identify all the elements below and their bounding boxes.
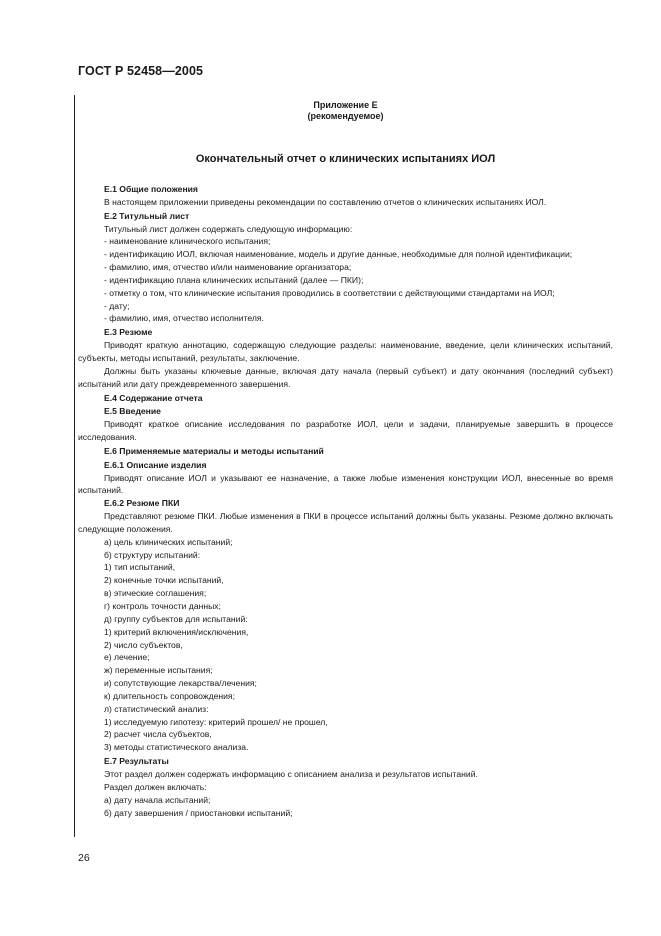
- paragraph: Этот раздел должен содержать информацию с описанием анализа и результатов испытаний.: [104, 768, 478, 779]
- list-item: - фамилию, имя, отчество и/или наименование организатора;: [104, 262, 352, 273]
- section-heading-e1: Е.1 Общие положения: [104, 184, 198, 194]
- paragraph: Титульный лист должен содержать следующую информацию:: [104, 223, 353, 234]
- list-item: 2) конечные точки испытаний,: [104, 575, 224, 586]
- list-item: - идентификацию ИОЛ, включая наименование, модель и другие данные, необходимые для полной идентификации;: [104, 249, 573, 260]
- appendix-label: Приложение Е: [313, 100, 378, 110]
- list-item: 3) методы статистического анализа.: [104, 742, 249, 753]
- page-title: Окончательный отчет о клинических испытаниях ИОЛ: [195, 153, 496, 165]
- list-item: б) структуру испытаний:: [104, 549, 201, 560]
- list-item: 2) число субъектов,: [104, 639, 183, 650]
- paragraph: Представляют резюме ПКИ. Любые изменения в ПКИ в процессе испытаний должны быть указаны. Резюме должно включать следующие положения.: [78, 511, 613, 534]
- section-heading-e6-1: Е.6.1 Описание изделия: [104, 459, 207, 470]
- page-number: 26: [78, 852, 90, 864]
- document-body: [78, 183, 613, 819]
- paragraph: Должны быть указаны ключевые данные, включая дату начала (первый субъект) и дату окончания (последний субъект) испытаний или дату преждевременного завершения.: [78, 365, 613, 389]
- list-item: г) контроль точности данных;: [104, 601, 221, 611]
- list-item: и) сопутствующие лекарства/лечения;: [104, 678, 257, 689]
- list-item: ж) переменные испытания;: [104, 665, 213, 676]
- list-item: 1) тип испытаний,: [104, 562, 176, 573]
- list-item: а) цель клинических испытаний;: [104, 536, 233, 547]
- list-item: - идентификацию плана клинических испытаний (далее — ПКИ);: [104, 274, 364, 285]
- list-item: л) статистический анализ:: [104, 703, 209, 714]
- list-item: к) длительность сопровождения;: [104, 690, 235, 701]
- list-item: - наименование клинического испытания;: [104, 236, 271, 247]
- list-item: б) дату завершения / приостановки испытаний;: [104, 807, 293, 818]
- section-heading-e6-2: Е.6.2 Резюме ПКИ: [104, 498, 180, 509]
- section-heading-e5: Е.5 Введение: [104, 406, 161, 417]
- paragraph: Приводят краткую аннотацию, содержащую следующие разделы: наименование, введение, цели клинических испытаний, субъекты, методы испытаний, результаты, заключение.: [78, 340, 613, 363]
- paragraph: Раздел должен включать:: [104, 781, 207, 792]
- list-item: в) этические соглашения;: [104, 588, 207, 599]
- list-item: - отметку о том, что клинические испытания проводились в соответствии с действующими стандартами на ИОЛ;: [104, 287, 555, 298]
- appendix-note: (рекомендуемое): [307, 111, 384, 121]
- list-item: 1) критерий включения/исключения,: [104, 626, 249, 637]
- list-item: д) группу субъектов для испытаний:: [104, 613, 248, 624]
- list-item: - дату;: [104, 300, 130, 311]
- section-heading-e6: Е.6 Применяемые материалы и методы испытаний: [104, 445, 324, 456]
- section-heading-e2: Е.2 Титульный лист: [104, 210, 190, 221]
- list-item: е) лечение;: [104, 652, 150, 663]
- list-item: 1) исследуемую гипотезу: критерий прошел/ не прошел,: [104, 716, 328, 727]
- margin-rule: [74, 95, 75, 837]
- list-item: - фамилию, имя, отчество исполнителя.: [104, 313, 264, 324]
- section-heading-e4: Е.4 Содержание отчета: [104, 392, 203, 403]
- list-item: 2) расчет числа субъектов,: [104, 729, 212, 740]
- section-heading-e7: Е.7 Результаты: [104, 756, 169, 767]
- paragraph: Приводят краткое описание исследования по разработке ИОЛ, цели и задачи, планируемые завершить в процессе исследования.: [78, 419, 613, 443]
- paragraph: В настоящем приложении приведены рекомендации по составлению отчетов о клинических испытаниях ИОЛ.: [104, 196, 547, 207]
- paragraph: Приводят описание ИОЛ и указывают ее назначение, а также любые изменения конструкции ИОЛ, внесенные во время испытаний.: [78, 472, 613, 496]
- list-item: а) дату начала испытаний;: [104, 794, 211, 805]
- document-header: ГОСТ Р 52458—2005: [78, 64, 204, 78]
- section-heading-e3: Е.3 Резюме: [104, 327, 153, 338]
